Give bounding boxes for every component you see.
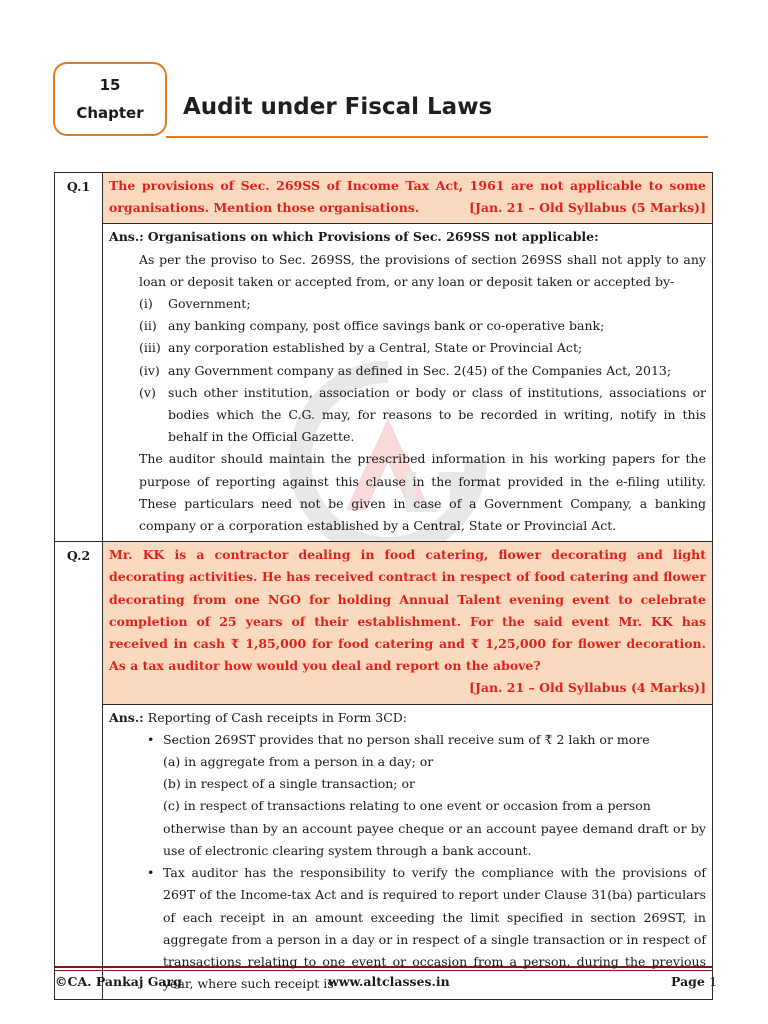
q2-question-text: Mr. KK is a contractor dealing in food catering, flower decorating and light decorating activities. He has received contract in respect of food catering and flower decorating from one NGO for holding Annual Talent evening event to celebrate completion of 25 years of their establishment. For the said event Mr. KK has received in cash ₹ 1,85,000 for food catering and ₹ 1,25,000 for flower decoration. As a tax auditor how would you deal and report on the above? bbox=[109, 547, 706, 674]
q1-number: Q.1 bbox=[55, 173, 103, 542]
q1-question-text: The provisions of Sec. 269SS of Income Tax Act, 1961 are not applicable to some organisations. Mention those organisations. bbox=[109, 178, 706, 216]
q1-answer bbox=[103, 224, 713, 542]
q2-sub-a: (a) in aggregate from a person in a day; or bbox=[163, 754, 434, 770]
footer-website: www.altclasses.in bbox=[328, 974, 450, 989]
bullet-icon: • bbox=[147, 731, 155, 747]
q2-exam-tag: [Jan. 21 – Old Syllabus (4 Marks)] bbox=[469, 680, 706, 696]
q2-number: Q.2 bbox=[55, 542, 103, 1000]
page-number: 1 bbox=[709, 974, 718, 989]
q2-bullet1-tail: otherwise than by an account payee cheque or an account payee demand draft or by use of electronic clearing system through a bank account. bbox=[163, 820, 706, 858]
chapter-number: 15 bbox=[99, 76, 121, 94]
q1-closing: The auditor should maintain the prescribed information in his working papers for the purpose of reporting against this clause in the format provided in the e-filing utility. These particulars need not be given in case of a Government Company, a banking company or a corporation established by a Central, State or Provincial Act. bbox=[139, 451, 706, 534]
q2-answer-row bbox=[55, 704, 713, 1000]
list-item: (ii) any banking company, post office savings bank or co-operative bank; bbox=[139, 318, 605, 334]
chapter-badge bbox=[53, 62, 167, 136]
q2-ans-heading: Reporting of Cash receipts in Form 3CD: bbox=[147, 709, 407, 725]
chapter-title: Audit under Fiscal Laws bbox=[183, 94, 493, 120]
page-label: Page bbox=[671, 974, 705, 989]
q1-question bbox=[103, 173, 713, 224]
q1-answer-row bbox=[55, 224, 713, 542]
list-item: (iii) any corporation established by a Central, State or Provincial Act; bbox=[139, 340, 583, 356]
q2-question bbox=[103, 542, 713, 704]
q1-intro: As per the proviso to Sec. 269SS, the provisions of section 269SS shall not apply to any loan or deposit taken or accepted from, or any loan or deposit taken or accepted by- bbox=[139, 251, 706, 289]
q1-exam-tag: [Jan. 21 – Old Syllabus (5 Marks)] bbox=[469, 200, 706, 216]
q2-bullet1: Section 269ST provides that no person shall receive sum of ₹ 2 lakh or more bbox=[163, 731, 650, 747]
q1-question-row bbox=[55, 173, 713, 224]
list-item bbox=[109, 862, 706, 995]
bullet-icon: • bbox=[147, 865, 155, 881]
list-item: (v) such other institution, association or body or class of institutions, associations or bodies which the C.G. may, for reasons to be recorded in writing, notify in this behalf in the Official Gazette. bbox=[139, 384, 706, 445]
title-underline bbox=[166, 136, 708, 138]
q2-sub-c: (c) in respect of transactions relating to one event or occasion from a person bbox=[163, 798, 651, 814]
q2-question-row bbox=[55, 542, 713, 704]
list-item bbox=[109, 729, 706, 862]
q1-ans-label: Ans.: bbox=[109, 229, 144, 245]
chapter-label: Chapter bbox=[76, 104, 144, 122]
q1-ans-heading: Organisations on which Provisions of Sec. 269SS not applicable: bbox=[147, 229, 599, 245]
question-table bbox=[54, 172, 713, 1000]
q2-bullet2: Tax auditor has the responsibility to verify the compliance with the provisions of 269T of the Income-tax Act and is required to report under Clause 31(ba) particulars of each receipt in an amount exceeding the limit specified in section 269ST, in aggregate from a person in a day or in respect of a single transaction or in respect of transactions relating to one event or occasion from a person, during the previous year, where such receipt is bbox=[163, 865, 706, 992]
q2-ans-label: Ans.: bbox=[109, 709, 144, 725]
footer-author: ©CA. Pankaj Garg bbox=[55, 974, 182, 989]
list-item: (iv) any Government company as defined in Sec. 2(45) of the Companies Act, 2013; bbox=[139, 362, 672, 378]
q2-sub-b: (b) in respect of a single transaction; or bbox=[163, 776, 415, 792]
list-item: (i) Government; bbox=[139, 296, 251, 312]
q2-answer bbox=[103, 704, 713, 1000]
